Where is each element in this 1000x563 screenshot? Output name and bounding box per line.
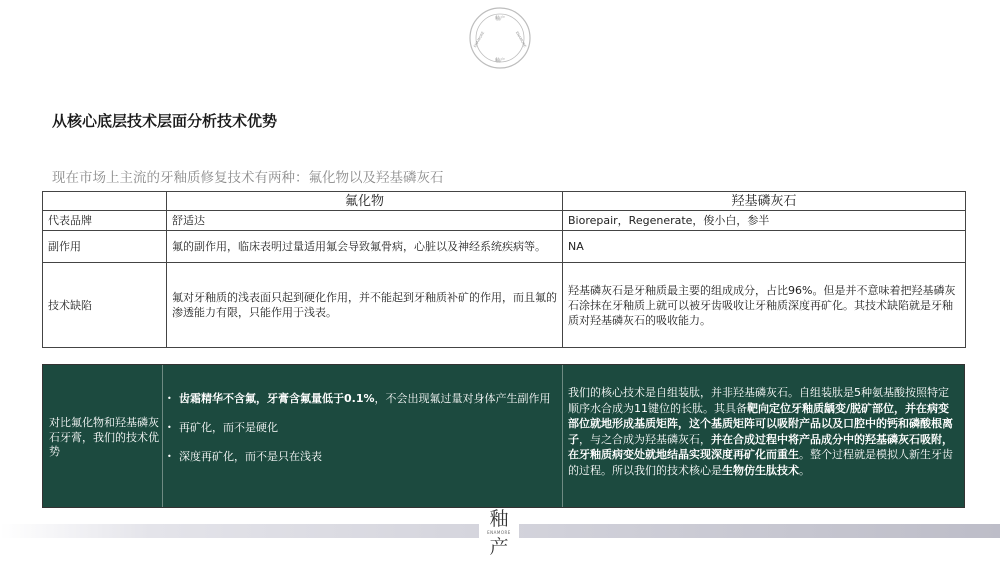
page-title: 从核心底层技术层面分析技术优势 [52,112,278,130]
cell-hap-side-effects: NA [563,231,966,263]
logo-brand-text: 釉产 [494,16,506,22]
bullet-rest-text: ，不会出现氟过量对身体产生副作用 [374,392,551,405]
cell-fluoride-side-effects: 氟的副作用，临床表明过量适用氟会导致氟骨病，心脏以及神经系统疾病等。 [167,231,563,263]
bullet-bold-text: 齿霜精华不含氟，牙膏含氟量低于0.1% [179,392,375,405]
list-item [167,391,557,406]
comparison-table [42,191,966,348]
core-text-bold: 靶向定位牙釉质龋变/脱矿部位，并在病变部位就地形成基质矩阵，这个基质矩阵可以吸附产品以及口腔中的钙和磷酸根离子 [568,401,953,446]
summary-divider-right [562,365,563,507]
footer-brand-bottom: 产 [489,536,509,558]
row-label-brand: 代表品牌 [43,211,167,231]
cell-fluoride-brand: 舒适达 [167,211,563,231]
cell-hap-brand: Biorepair，Regenerate，俊小白，参半 [563,211,966,231]
core-text-part: 。整个过程就是模拟人新生牙齿的过程。所以我们的技术核心是 [568,448,953,477]
logo-brand-text-bottom: 釉产 [494,58,506,64]
table-row [43,231,966,263]
bullet-dot-icon: • [167,394,172,403]
logo-latin-left: ENAMORE [472,30,486,49]
row-label-side-effects: 副作用 [43,231,167,263]
bullet-dot-icon: • [167,423,172,432]
column-header-fluoride: 氟化物 [167,192,563,211]
logo-latin-right: ENAMORE [514,30,528,49]
footer-brand-mark [479,508,519,562]
core-text-bold: 并在合成过程中将产品成分中的羟基磷灰石吸附，在牙釉质病变处就地结晶实现深度再矿化而重生 [568,432,953,461]
advantage-bullet-list [167,391,557,478]
bullet-text: 深度再矿化，而不是只在浅表 [179,450,322,463]
cell-fluoride-defects: 氟对牙釉质的浅表面只起到硬化作用，并不能起到牙釉质补矿的作用，而且氟的渗透能力有限，只能作用于浅表。 [167,263,563,348]
header-blank-cell [43,192,167,211]
table-row [43,211,966,231]
footer-brand-top: 釉 [489,508,509,530]
bullet-text: 再矿化，而不是硬化 [179,421,278,434]
table-header-row [43,192,966,211]
bullet-text [179,391,551,406]
brand-logo-seal [468,6,532,70]
table-row [43,263,966,348]
summary-label: 对比氟化物和羟基磷灰石牙膏，我们的技术优势 [49,416,159,458]
core-text-part: 我们的核心技术是自组装肽，并非羟基磷灰石。自组装肽是5种氨基酸按照特定顺序水合成为11键位的长肽。其具备 [568,386,949,415]
advantage-summary-panel [42,364,965,508]
cell-hap-defects: 羟基磷灰石是牙釉质最主要的组成成分，占比96%。但是并不意味着把羟基磷灰石涂抹在牙釉质上就可以被牙齿吸收让牙釉质深度再矿化。其技术缺陷就是牙釉质对羟基磷灰石的吸收能力。 [563,263,966,348]
core-text-bold: 生物仿生肽技术 [722,463,799,477]
core-technology-text [568,385,958,478]
list-item [167,420,557,435]
core-text-part: 。 [799,463,810,477]
page-subtitle: 现在市场上主流的牙釉质修复技术有两种：氟化物以及羟基磷灰石 [52,170,444,186]
footer-brand-latin: ENAMORE [487,530,511,535]
list-item [167,449,557,464]
summary-divider-left [162,365,163,507]
core-text-part: ，与之合成为羟基磷灰石， [579,432,711,446]
row-label-defects: 技术缺陷 [43,263,167,348]
column-header-hap: 羟基磷灰石 [563,192,966,211]
bullet-dot-icon: • [167,452,172,461]
